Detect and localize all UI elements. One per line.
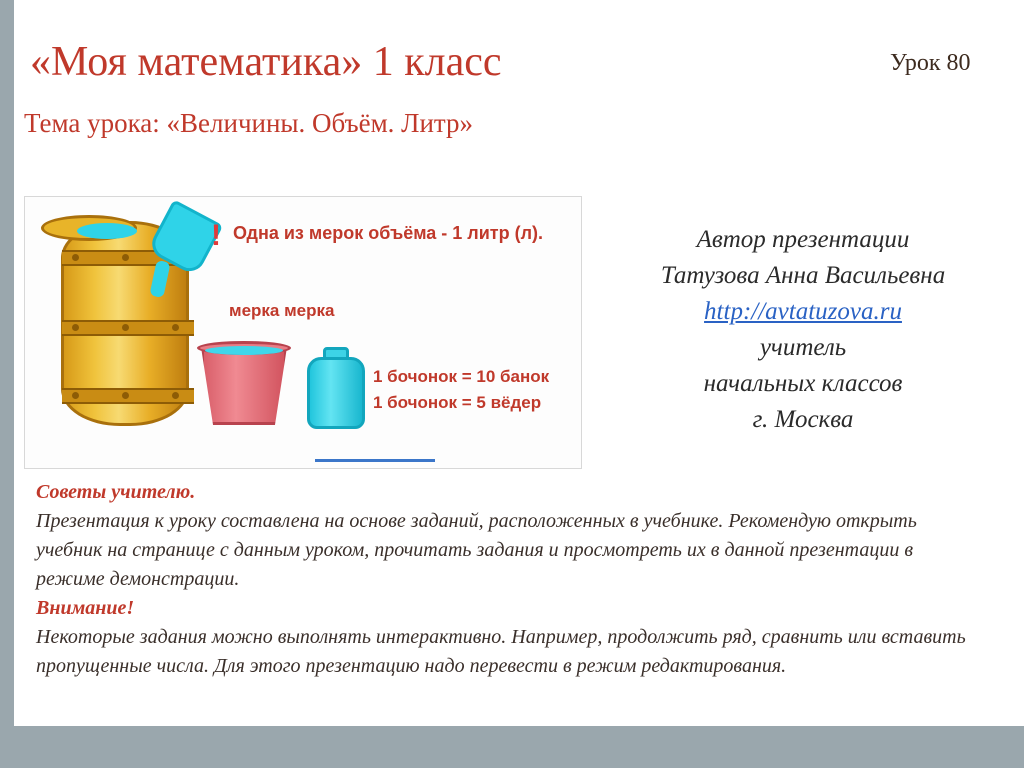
illustration-equation-2: 1 бочонок = 5 вёдер [373,393,542,412]
page-title: «Моя математика» 1 класс [30,39,502,85]
barrel-rivet [122,324,129,331]
barrel-hoop [62,388,194,404]
illustration-panel [24,196,582,469]
barrel-rivet [172,392,179,399]
barrel-rivet [122,254,129,261]
barrel-hoop [62,320,194,336]
water-in-bucket [205,346,283,355]
author-city: г. Москва [752,406,854,433]
right-edge-strip [1018,0,1024,726]
lesson-number: Урок 80 [890,50,971,76]
teacher-notes-paragraph-2: Некоторые задания можно выполнять интерактивно. Например, продолжить ряд, сравнить или вставить пропущенные числа. Для этого презентацию надо перевести в режим редактирования. [36,626,966,677]
blue-underline [315,459,435,462]
barrel-rivet [72,324,79,331]
lesson-topic: Тема урока: «Величины. Объём. Литр» [24,108,474,138]
left-accent-bar [0,0,14,768]
teacher-notes-paragraph-1: Презентация к уроку составлена на основе заданий, расположенных в учебнике. Рекомендую открыть учебник на странице с данным уроком, прочитать задания и просмотреть их в данной презентации в режиме демонстрации. [36,510,917,590]
illustration-caption-measure: мерка мерка [229,301,335,320]
barrel-rivet [72,392,79,399]
barrel-rivet [122,392,129,399]
teacher-notes-heading-1: Советы учителю. [36,481,196,503]
author-role-detail: начальных классов [703,370,903,397]
author-line-1: Автор презентации [696,226,910,253]
author-block [596,222,1010,438]
author-name: Татузова Анна Васильевна [660,262,946,289]
canister-icon [307,357,365,429]
teacher-notes-heading-2: Внимание! [36,597,135,619]
author-role: учитель [759,334,847,361]
bucket-icon [201,347,287,425]
barrel-rivet [172,324,179,331]
illustration-equation-1: 1 бочонок = 10 банок [373,367,550,386]
water-in-barrel [77,223,137,239]
exclamation-icon: ! [211,219,221,252]
teacher-notes [36,478,986,681]
bottom-accent-bar [0,726,1024,768]
illustration-caption-main: Одна из мерок объёма - 1 литр (л). [233,223,544,243]
barrel-rivet [72,254,79,261]
author-website-link[interactable]: http://avtatuzova.ru [704,298,902,325]
